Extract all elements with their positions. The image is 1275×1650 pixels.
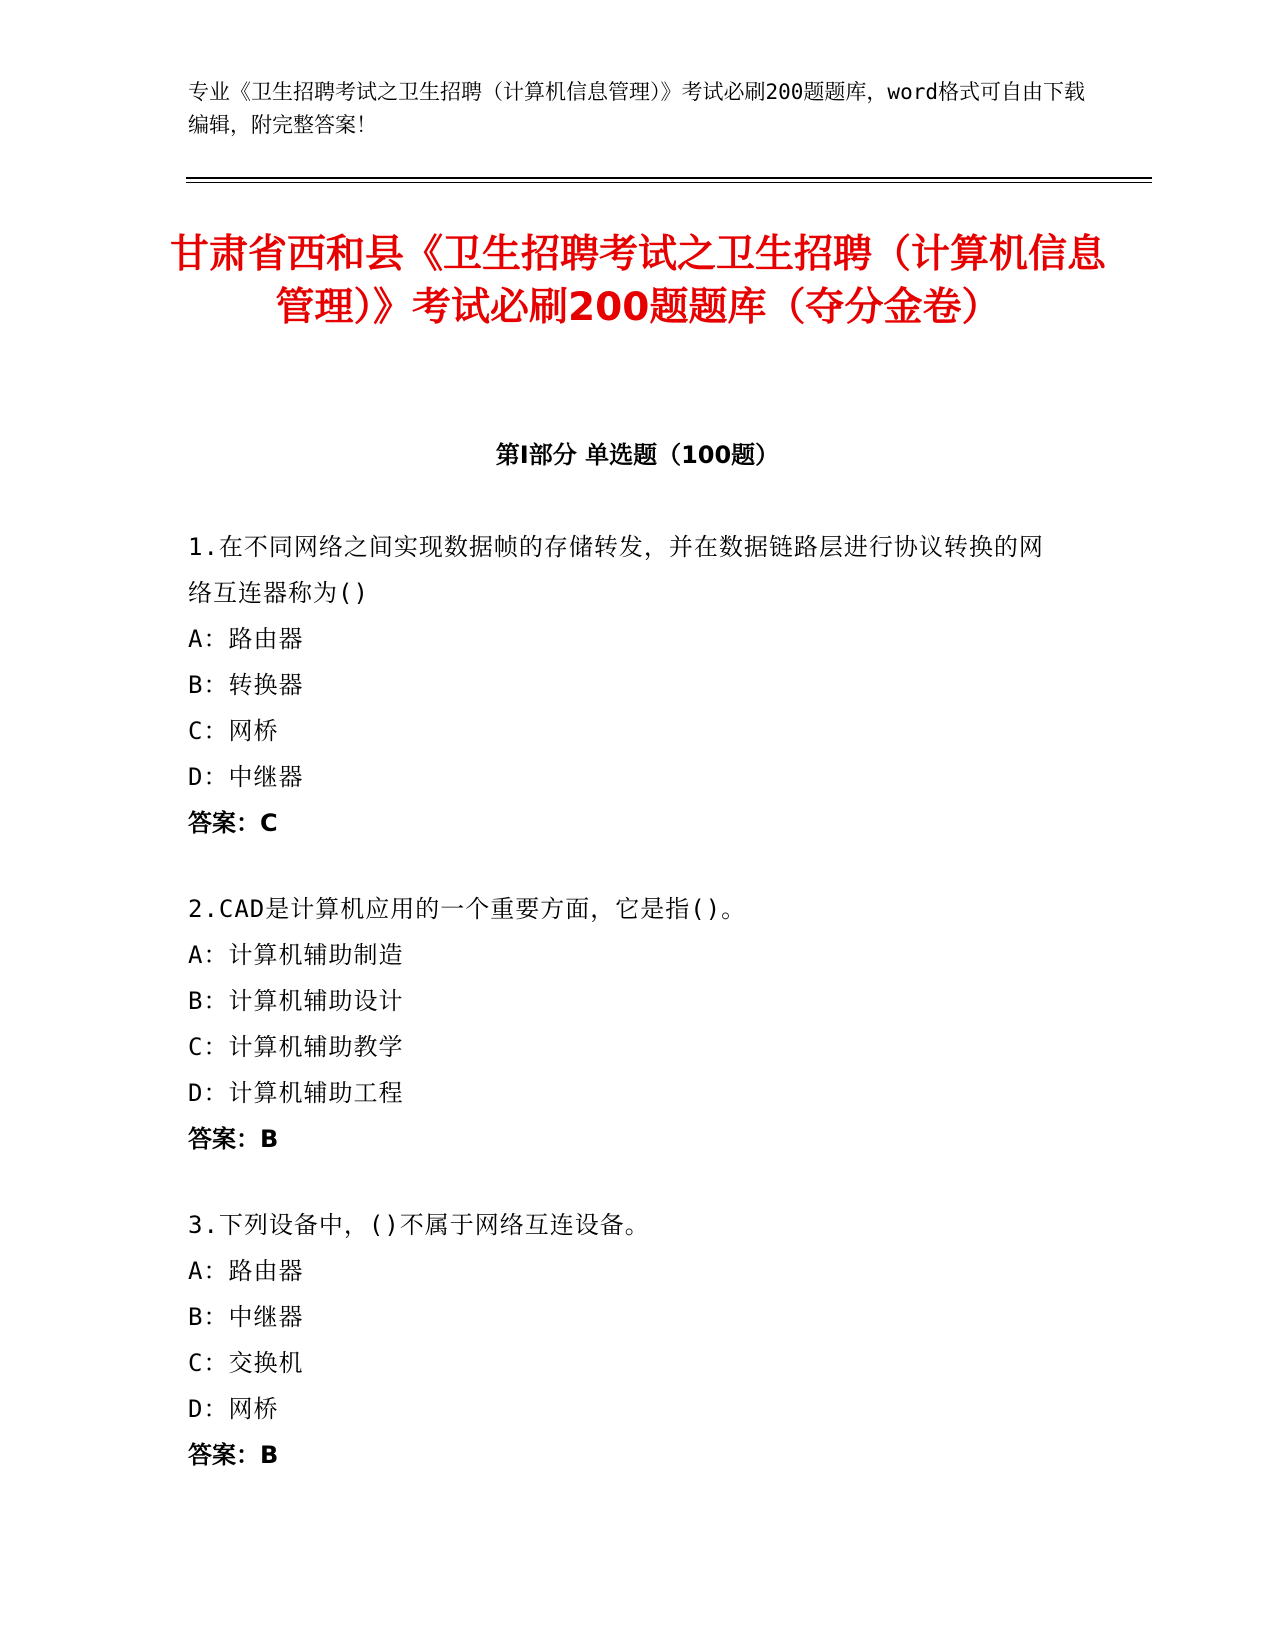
option-d: D：网桥 — [188, 1395, 279, 1423]
document-title: 甘肃省西和县《卫生招聘考试之卫生招聘（计算机信息管理）》考试必刷200题题库（夺分金卷） — [169, 232, 1106, 330]
header-rule-thin — [186, 182, 1152, 183]
option-c: C：网桥 — [188, 717, 279, 745]
question-stem: 2.CAD是计算机应用的一个重要方面，它是指()。 — [188, 895, 747, 923]
option-a: A：路由器 — [188, 1257, 304, 1285]
option-d: D：中继器 — [188, 763, 304, 791]
header-rule-thick — [186, 177, 1152, 179]
option-b: B：中继器 — [188, 1303, 304, 1331]
question-3 — [188, 1202, 1068, 1478]
option-c: C：交换机 — [188, 1349, 304, 1377]
question-list — [188, 524, 1068, 1518]
answer: 答案：C — [188, 809, 278, 837]
section-heading: 第Ⅰ部分 单选题（100题） — [495, 441, 780, 469]
option-b: B：计算机辅助设计 — [188, 987, 404, 1015]
option-b: B：转换器 — [188, 671, 304, 699]
option-d: D：计算机辅助工程 — [188, 1079, 404, 1107]
question-1 — [188, 524, 1068, 846]
header-note: 专业《卫生招聘考试之卫生招聘（计算机信息管理）》考试必刷200题题库，word格式可自由下载编辑，附完整答案！ — [188, 80, 1085, 137]
question-2 — [188, 886, 1068, 1162]
option-c: C：计算机辅助教学 — [188, 1033, 404, 1061]
answer: 答案：B — [188, 1441, 279, 1469]
question-stem: 1.在不同网络之间实现数据帧的存储转发，并在数据链路层进行协议转换的网络互连器称为() — [188, 533, 1044, 607]
option-a: A：计算机辅助制造 — [188, 941, 404, 969]
option-a: A：路由器 — [188, 625, 304, 653]
question-stem: 3.下列设备中，()不属于网络互连设备。 — [188, 1211, 650, 1239]
answer: 答案：B — [188, 1125, 279, 1153]
